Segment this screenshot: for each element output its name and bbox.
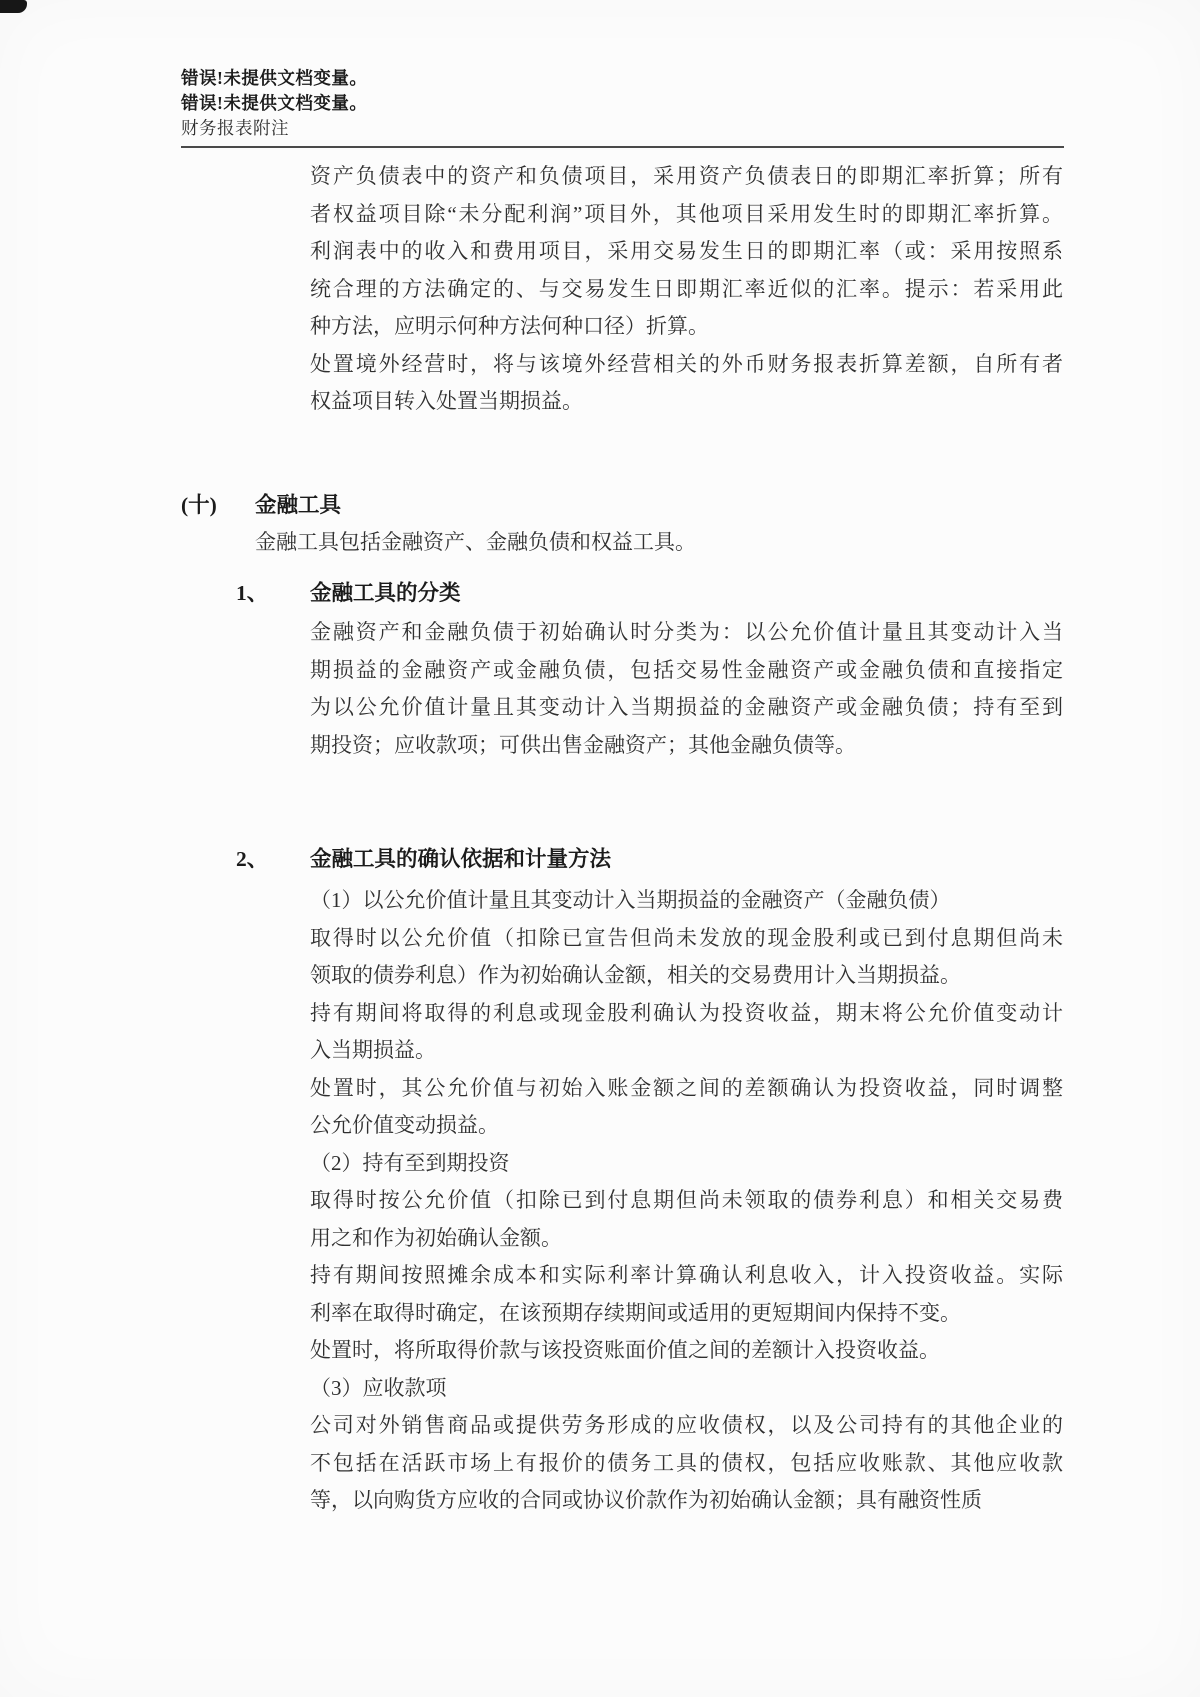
text-line: 种方法，应明示何种方法何种口径）折算。 xyxy=(310,314,709,338)
text-line: 利率在取得时确定，在该预期存续期间或适用的更短期间内保持不变。 xyxy=(310,1300,961,1325)
text-line: 持有期间将取得的利息或现金股利确认为投资收益，期末将公允价值变动计 xyxy=(310,1000,1063,1025)
header-divider xyxy=(181,146,1064,148)
subsection-2-title: 金融工具的确认依据和计量方法 xyxy=(310,847,612,871)
text-line: 用之和作为初始确认金额。 xyxy=(310,1225,562,1250)
text-line: 资产负债表中的资产和负债项目，采用资产负债表日的即期汇率折算；所有 xyxy=(310,164,1063,188)
subsection-1-marker: 1、 xyxy=(236,581,269,605)
subsection-1-heading xyxy=(236,578,461,608)
text-line: 取得时按公允价值（扣除已到付息期但尚未领取的债券利息）和相关交易费 xyxy=(310,1188,1063,1212)
text-line: 期损益的金融资产或金融负债，包括交易性金融资产或金融负债和直接指定 xyxy=(310,657,1063,682)
section-10-intro xyxy=(255,527,696,557)
text-line: 处置时，将所取得价款与该投资账面价值之间的差额计入投资收益。 xyxy=(310,1338,940,1362)
text-line: 期投资；应收款项；可供出售金融资产；其他金融负债等。 xyxy=(310,732,856,757)
text-line: 者权益项目除“未分配利润”项目外，其他项目采用发生时的即期汇率折算。 xyxy=(310,201,1063,226)
text-line: 领取的债券利息）作为初始确认金额，相关的交易费用计入当期损益。 xyxy=(310,963,961,987)
foreign-currency-paragraph xyxy=(310,158,1063,421)
text-line: （2）持有至到期投资 xyxy=(310,1150,510,1175)
text-line: 处置境外经营时，将与该境外经营相关的外币财务报表折算差额，自所有者 xyxy=(310,351,1063,376)
subsection-2-marker: 2、 xyxy=(236,847,269,871)
section-10-marker: (十) xyxy=(181,493,217,517)
section-10-heading xyxy=(181,490,341,520)
text-line: （1）以公允价值计量且其变动计入当期损益的金融资产（金融负债） xyxy=(310,888,951,912)
scan-corner-mark xyxy=(0,0,27,13)
text-line: 权益项目转入处置当期损益。 xyxy=(310,389,583,413)
section-10-title: 金融工具 xyxy=(255,493,342,517)
text-line: 入当期损益。 xyxy=(310,1038,436,1062)
text-line: 利润表中的收入和费用项目，采用交易发生日的即期汇率（或：采用按照系 xyxy=(310,239,1063,263)
text-line: 公司对外销售商品或提供劳务形成的应收债权，以及公司持有的其他企业的 xyxy=(310,1413,1063,1437)
header-variable-error-1: 错误!未提供文档变量。 xyxy=(181,68,368,88)
text-line: 等，以向购货方应收的合同或协议价款作为初始确认金额；具有融资性质 xyxy=(310,1488,982,1512)
text-line: 取得时以公允价值（扣除已宣告但尚未发放的现金股利或已到付息期但尚未 xyxy=(310,925,1063,950)
subsection-1-paragraph xyxy=(310,614,1063,764)
page-header xyxy=(181,66,367,141)
text-line: 为以公允价值计量且其变动计入当期损益的金融资产或金融负债；持有至到 xyxy=(310,695,1063,719)
subsection-1-title: 金融工具的分类 xyxy=(310,581,461,605)
text-line: （3）应收款项 xyxy=(310,1375,447,1400)
subsection-2-paragraph xyxy=(310,882,1063,1520)
subsection-2-heading xyxy=(236,844,611,874)
text-line: 统合理的方法确定的、与交易发生日即期汇率近似的汇率。提示：若采用此 xyxy=(310,276,1063,301)
header-section-title: 财务报表附注 xyxy=(181,118,289,138)
text-line: 公允价值变动损益。 xyxy=(310,1113,499,1137)
text-line: 持有期间按照摊余成本和实际利率计算确认利息收入，计入投资收益。实际 xyxy=(310,1263,1063,1287)
text-line: 处置时，其公允价值与初始入账金额之间的差额确认为投资收益，同时调整 xyxy=(310,1075,1063,1100)
header-variable-error-2: 错误!未提供文档变量。 xyxy=(181,93,368,113)
text-line: 不包括在活跃市场上有报价的债务工具的债权，包括应收账款、其他应收款 xyxy=(310,1450,1063,1475)
text-line: 金融资产和金融负债于初始确认时分类为：以公允价值计量且其变动计入当 xyxy=(310,620,1063,644)
text-line: 金融工具包括金融资产、金融负债和权益工具。 xyxy=(255,530,696,554)
